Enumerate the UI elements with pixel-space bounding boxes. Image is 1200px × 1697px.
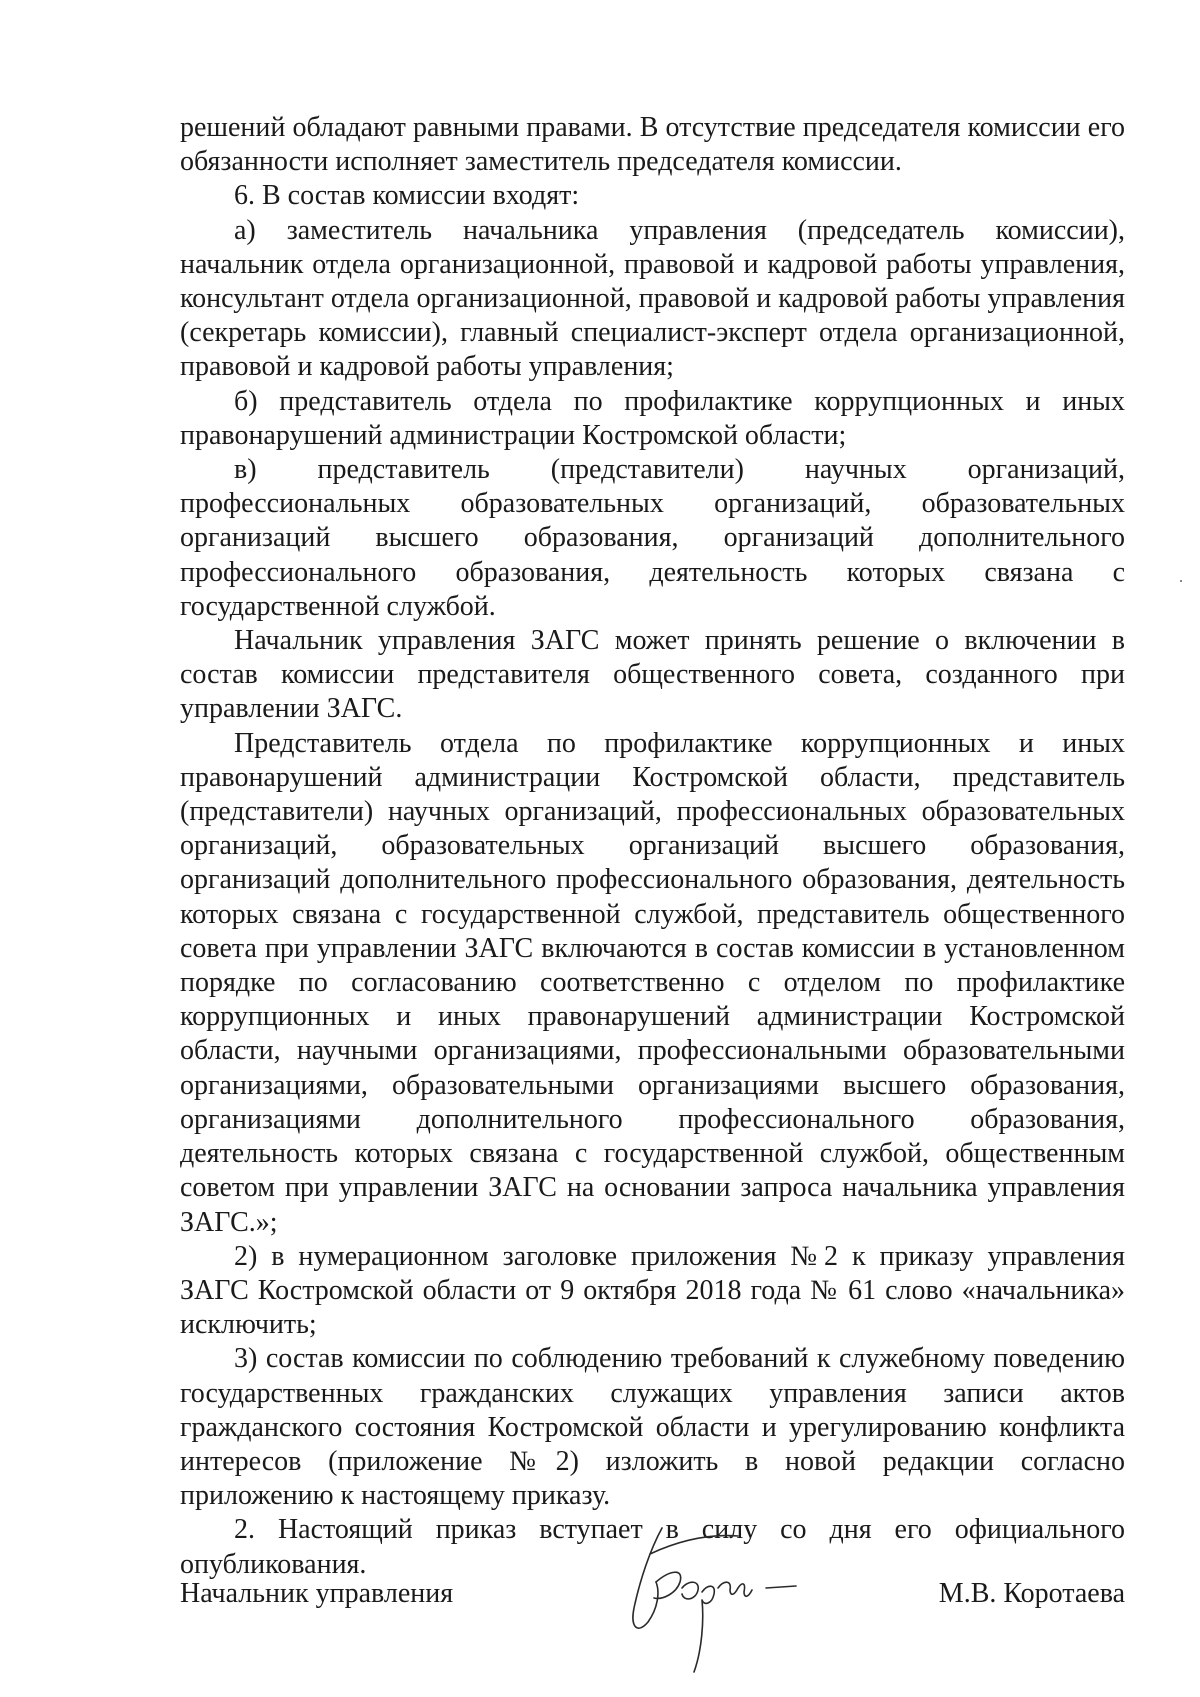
paragraph-subitem-v: в) представитель (представители) научных организаций, профессиональных образовательных организаций, образовательных организаций высшего образования, организаций дополнительного профессионального образования, деятельность которых связана с государственной службой. [180, 454, 1125, 622]
paragraph-item-3: 3) состав комиссии по соблюдению требований к служебному поведению государственных гражданских служащих управления записи актов гражданского состояния Костромской области и урегулированию конфликта интересов (приложение №2) изложить в новой редакции согласно приложению к настоящему приказу. [180, 1343, 1125, 1512]
document-body [180, 111, 1125, 1582]
paragraph-public-council: Начальник управления ЗАГС может принять решение о включении в состав комиссии представителя общественного совета, созданного при управлении ЗАГС. [180, 625, 1125, 725]
paragraph-continuation: решений обладают равными правами. В отсутствие председателя комиссии его обязанности исполняет заместитель председателя комиссии. [180, 112, 1125, 178]
paragraph-subitem-b: б) представитель отдела по профилактике коррупционных и иных правонарушений администрации Костромской области; [180, 385, 1125, 451]
scan-speck [1180, 580, 1182, 582]
paragraph-representatives: Представитель отдела по профилактике коррупционных и иных правонарушений администрации Костромской области, представитель (представители) научных организаций, профессиональных образовательных организаций, образовательных организаций высшего образования, организаций дополнительного профессионального образования, деятельность которых связана с государственной службой, представитель общественного совета при управлении ЗАГС включаются в состав комиссии в установленном порядке по согласованию соответственно с отделом по профилактике коррупционных и иных правонарушений администрации Костромской области, научными организациями, профессиональными образовательными организациями, образовательными организациями высшего образования, организациями дополнительного профессионального образования, деятельность которых связана с государственной службой, общественным советом при управлении ЗАГС на основании запроса начальника управления ЗАГС.»; [180, 727, 1125, 1238]
paragraph-effective-date: 2. Настоящий приказ вступает в силу со дня его официального опубликования. [180, 1514, 1125, 1580]
paragraph-item-2: 2) в нумерационном заголовке приложения №2 к приказу управления ЗАГС Костромской области от 9 октября 2018 года № 61 слово «начальника» исключить; [180, 1240, 1125, 1341]
signatory-title: Начальник управления [180, 1578, 454, 1609]
handwritten-signature-icon [610, 1510, 850, 1680]
signatory-name: М.В. Коротаева [938, 1578, 1125, 1609]
paragraph-subitem-a: а) заместитель начальника управления (председатель комиссии), начальник отдела организационной, правовой и кадровой работы управления, консультант отдела организационной, правовой и кадровой работы управления (секретарь комиссии), главный специалист-эксперт отдела организационной, правовой и кадровой работы управления; [180, 214, 1125, 383]
paragraph-item-6: 6. В состав комиссии входят: [234, 180, 580, 212]
